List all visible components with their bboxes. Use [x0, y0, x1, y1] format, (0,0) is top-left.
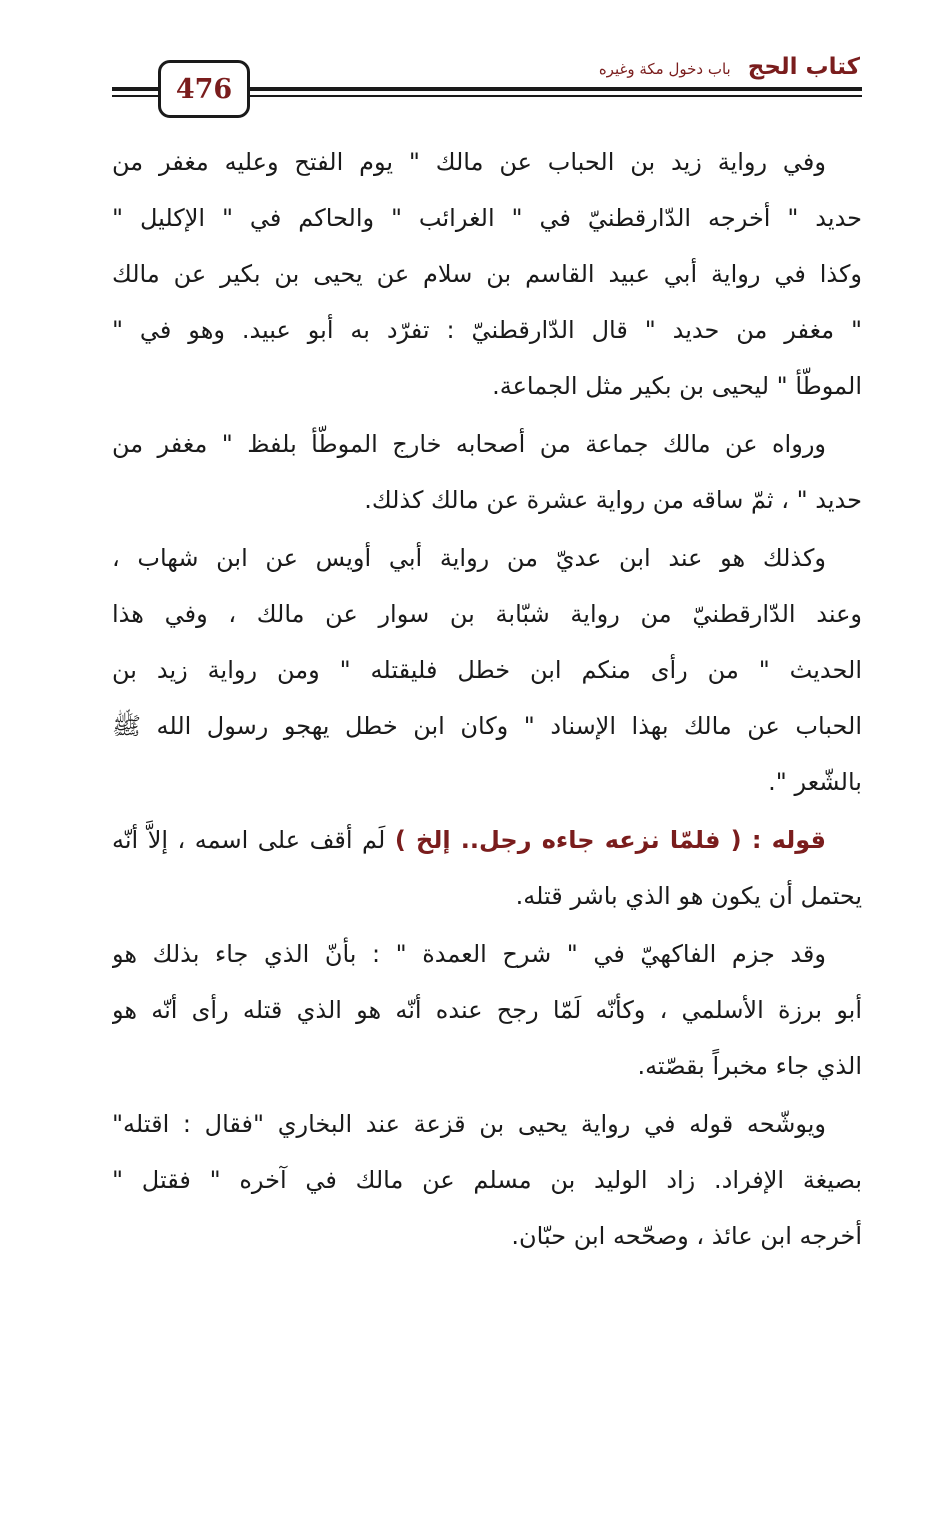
- text-line: وفي رواية زيد بن الحباب عن مالك " يوم الفتح وعليه مغفر من: [112, 148, 826, 176]
- text-line: الذي جاء مخبراً بقصّته.: [637, 1052, 862, 1080]
- text-line: حديد " أخرجه الدّارقطنيّ في " الغرائب " والحاكم في " الإكليل ": [112, 204, 862, 232]
- text-line: بالشّعر ".: [768, 768, 862, 796]
- paragraph: [112, 926, 862, 1094]
- text-line: حديد " ، ثمّ ساقه من رواية عشرة عن مالك كذلك.: [364, 486, 862, 514]
- text-line: وقد جزم الفاكهيّ في " شرح العمدة " : بأنّ الذي جاء بذلك هو: [112, 940, 826, 968]
- paragraph: [112, 530, 862, 810]
- text-line: أخرجه ابن عائذ ، وصحّحه ابن حبّان.: [511, 1222, 862, 1250]
- paragraph: [112, 416, 862, 528]
- running-head: [599, 54, 860, 80]
- quoted-heading: قوله : ( فلمّا نزعه جاءه رجل.. إلخ ): [394, 826, 826, 854]
- text-line: وعند الدّارقطنيّ من رواية شبّابة بن سوار عن مالك ، وفي هذا: [112, 600, 862, 628]
- text-fragment: لَم أقف على اسمه ، إلاَّ أنّه: [112, 826, 395, 854]
- text-line: وكذا في رواية أبي عبيد القاسم بن سلام عن يحيى بن بكير عن مالك: [112, 260, 862, 288]
- text-line: وكذلك هو عند ابن عديّ من رواية أبي أويس عن ابن شهاب ،: [112, 544, 826, 572]
- paragraph: [112, 1096, 862, 1264]
- paragraph: [112, 812, 862, 924]
- text-line: الحديث " من رأى منكم ابن خطل فليقتله " ومن رواية زيد بن: [112, 656, 862, 684]
- paragraph: [112, 134, 862, 414]
- page-header: [0, 0, 945, 140]
- chapter-title: باب دخول مكة وغيره: [598, 60, 731, 78]
- page-number-box: [158, 60, 250, 118]
- text-line: الموطّأ " ليحيى بن بكير مثل الجماعة.: [492, 372, 862, 400]
- text-line: ورواه عن مالك جماعة من أصحابه خارج الموطّأ بلفظ " مغفر من: [112, 430, 826, 458]
- text-line: [112, 812, 862, 868]
- text-line: أبو برزة الأسلمي ، وكأنّه لَمّا رجح عنده أنّه هو الذي قتله رأى أنّه هو: [112, 996, 862, 1024]
- text-line: يحتمل أن يكون هو الذي باشر قتله.: [515, 882, 862, 910]
- text-line: " مغفر من حديد " قال الدّارقطنيّ : تفرّد به أبو عبيد. وهو في ": [112, 316, 862, 344]
- text-line: الحباب عن مالك بهذا الإسناد " وكان ابن خطل يهجو رسول الله ﷺ: [112, 712, 862, 740]
- page-number: 476: [175, 73, 233, 105]
- book-title: كتاب الحج: [747, 54, 860, 80]
- body-text: [112, 134, 862, 1264]
- text-line: بصيغة الإفراد. زاد الوليد بن مسلم عن مالك في آخره " فقتل ": [112, 1166, 862, 1194]
- text-line: ويوشّحه قوله في رواية يحيى بن قزعة عند البخاري "فقال : اقتله": [112, 1110, 826, 1138]
